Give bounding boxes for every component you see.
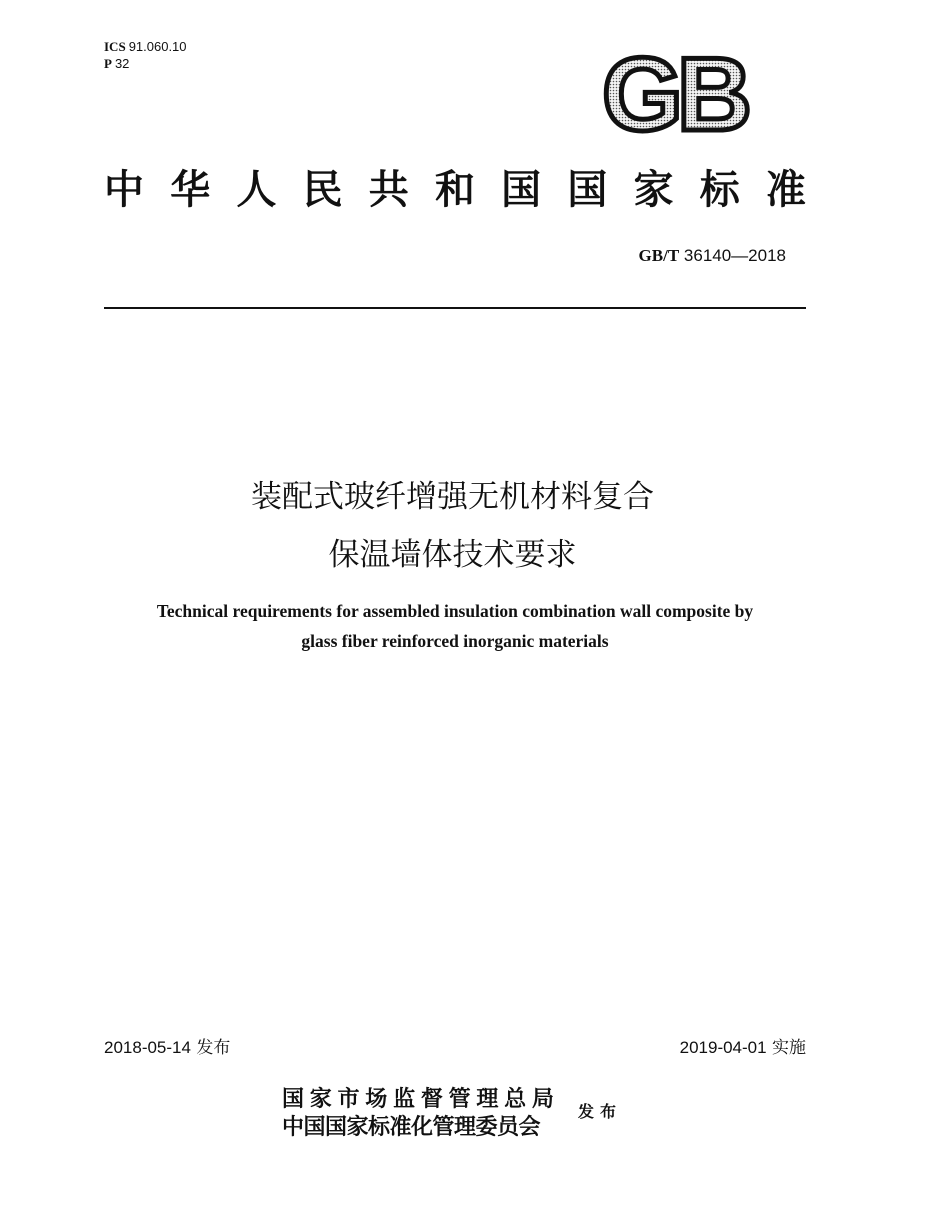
standard-title-char: 家 [633,166,674,213]
p-label: P [104,56,112,71]
issuer-org-1-char: 理 [476,1086,499,1112]
standard-title-char: 和 [434,166,475,213]
standard-title-char: 中 [104,166,144,213]
standard-title-char: 民 [302,166,343,213]
issuer-org-1-char: 管 [448,1086,471,1112]
issuer-org-1 [282,1085,554,1114]
issuer-org-1-char: 国 [282,1086,305,1112]
publish-date: 2018-05-14 [104,1038,191,1057]
title-cn-line2: 保温墙体技术要求 [328,537,577,573]
standard-title-char: 标 [699,166,740,213]
title-cn [0,468,905,584]
issuer-org-1-char: 市 [337,1086,360,1112]
issuer-org-1-char: 场 [365,1086,388,1112]
p-value: 32 [114,56,130,71]
publish-label: 发布 [196,1038,231,1058]
implement-date: 2019-04-01 [679,1038,767,1057]
logo-text: GB [602,50,746,140]
implement-label: 实施 [772,1038,806,1058]
standard-title-char: 国 [501,166,542,213]
ics-block [104,39,187,73]
standard-prefix: GB/T [638,246,680,265]
standard-number [639,246,786,266]
issuer-org-1-char: 监 [393,1086,416,1112]
issuer-org-1-char: 总 [504,1086,527,1112]
gb-logo-icon [588,50,760,140]
standard-title-char: 国 [567,166,608,213]
title-en-line1: Technical requirements for assembled insulation combination wall composite by [156,601,754,621]
header-divider [104,307,806,309]
implement-date-block [680,1033,806,1058]
title-cn-line1: 装配式玻纤增强无机材料复合 [251,479,654,515]
standard-title [104,160,806,220]
ics-value: 91.060.10 [128,39,187,54]
standard-title-char: 共 [368,166,409,213]
issue-label: 发布 [578,1102,623,1121]
standard-code: 36140—2018 [683,246,786,265]
standard-title-char: 准 [765,166,806,213]
issuer-block [282,1085,642,1145]
issuer-org-2: 中国国家标准化管理委员会 [282,1114,541,1140]
issuer-org-1-char: 家 [309,1086,332,1112]
standard-title-char: 华 [170,166,211,213]
publish-date-block [104,1033,230,1058]
title-en-line2: glass fiber reinforced inorganic materials [301,631,609,651]
standard-title-char: 人 [236,166,277,213]
ics-line [104,39,187,56]
issuer-org-1-char: 督 [420,1086,443,1112]
title-en [0,596,910,656]
ics-label: ICS [104,39,126,54]
issuer-org-1-char: 局 [531,1086,554,1112]
p-line [104,56,187,73]
